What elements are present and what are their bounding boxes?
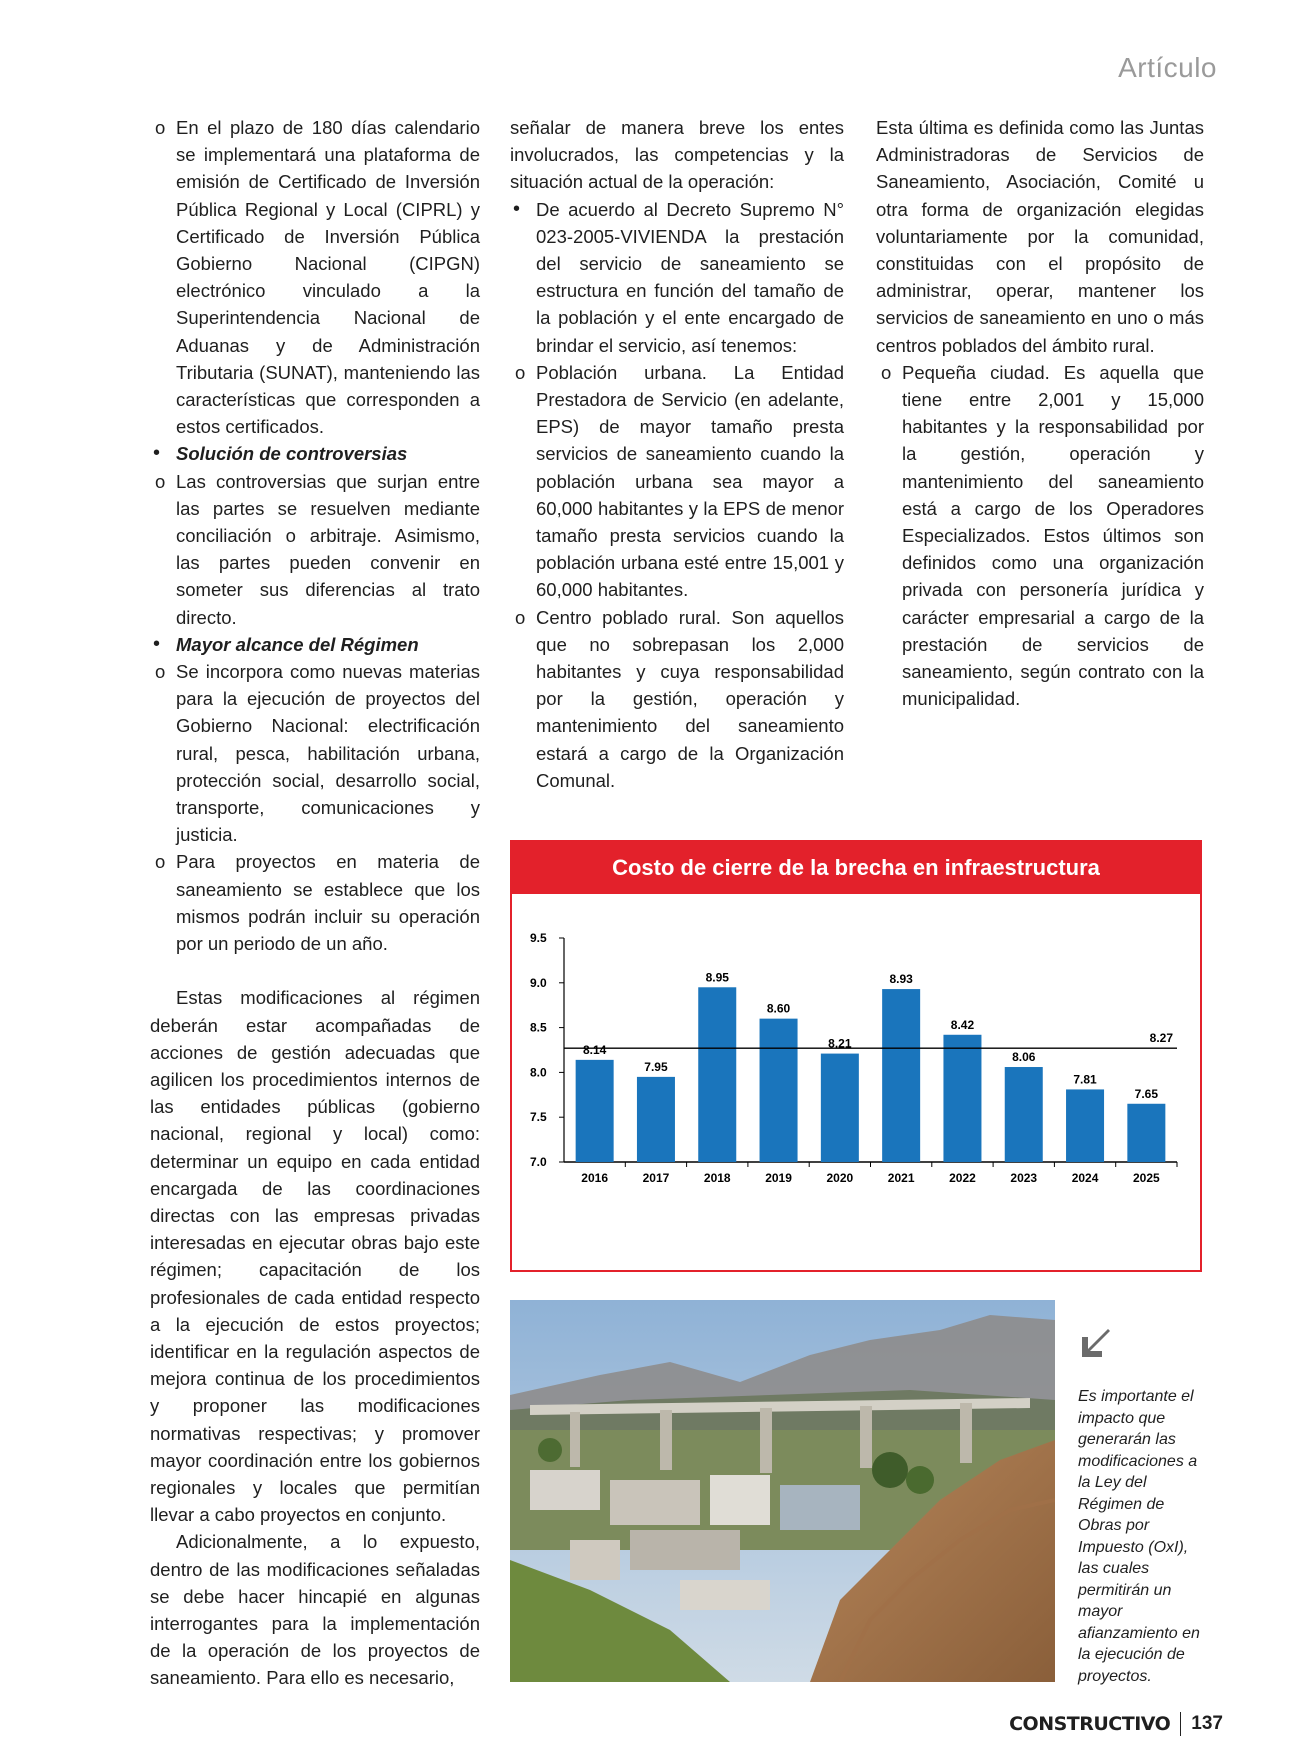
bar-value-label: 8.95 (705, 970, 729, 985)
bullet-title: Mayor alcance del Régimen (176, 633, 419, 655)
x-tick-label: 2021 (887, 1171, 915, 1185)
page-number: 137 (1191, 1713, 1223, 1734)
list-item-text: Población urbana. La Entidad Prestadora de Servicio (en adelante, EPS) de mayor tamaño presta servicios de saneamiento cuando la población urbana sea mayor a 60,000 habitantes y la EPS de menor tamaño presta servicios cuando la población urbana esté entre 15,001 y 60,000 habitantes. (536, 361, 844, 601)
arrow-down-left-icon (1078, 1325, 1114, 1361)
bar-chart (512, 894, 1200, 1270)
bar (1127, 1104, 1165, 1162)
bar (943, 1035, 981, 1162)
bar-value-label: 7.81 (1073, 1072, 1097, 1087)
x-tick-label: 2018 (703, 1171, 731, 1185)
list-item (876, 359, 1204, 713)
section-label: Artículo (1118, 52, 1217, 83)
bar (821, 1054, 859, 1162)
y-tick-label: 8.5 (530, 1020, 547, 1035)
x-tick-label: 2017 (642, 1171, 670, 1185)
chart-title: Costo de cierre de la brecha en infraestructura (512, 842, 1200, 894)
list-item-text: Centro poblado rural. Son aquellos que no sobrepasan los 2,000 habitantes y cuya responsabilidad por la gestión, operación y mantenimiento del saneamiento estará a cargo de la Organización Comunal. (536, 606, 844, 791)
x-tick-label: 2016 (581, 1171, 609, 1185)
bar (882, 989, 920, 1162)
bar (698, 987, 736, 1162)
list-item (150, 114, 480, 440)
chart-box (510, 840, 1202, 1272)
x-tick-label: 2024 (1071, 1171, 1099, 1185)
photo-caption: Es importante el impacto que generarán las modificaciones a la Ley del Régimen de Obras por Impuesto (OxI), las cuales permitirán un mayor afianzamiento en la ejecución de proyectos. (1078, 1388, 1200, 1685)
page-footer (1009, 1712, 1223, 1736)
list-item (510, 604, 844, 794)
list-item-text: Para proyectos en materia de saneamiento se establece que los mismos podrán incluir su operación por un periodo de un año. (176, 851, 480, 955)
column-1 (150, 114, 480, 1692)
bar-value-label: 7.65 (1134, 1086, 1159, 1101)
list-item-text: En el plazo de 180 días calendario se implementará una plataforma de emisión de Certificado de Inversión Pública Regional y Local (CIPRL) y Certificado de Inversión Pública Gobierno Nacional (CIPGN) electrónico vinculado a la Superintendencia Nacional de Aduanas y de Administración Tributaria (SUNAT), manteniendo las características que corresponden a estos certificados. (176, 117, 480, 438)
list-item (150, 468, 480, 631)
x-tick-label: 2019 (765, 1171, 792, 1185)
reference-line-label: 8.27 (1149, 1031, 1173, 1046)
y-tick-label: 7.5 (530, 1110, 547, 1125)
column-2 (510, 114, 844, 794)
paragraph: señalar de manera breve los entes involucrados, las competencias y la situación actual de la operación: (510, 117, 844, 193)
bullet-title: Solución de controversias (176, 443, 408, 465)
bar-value-label: 8.21 (828, 1036, 852, 1051)
y-tick-label: 9.5 (530, 931, 547, 945)
y-tick-label: 8.0 (530, 1065, 547, 1080)
x-tick-label: 2023 (1010, 1171, 1038, 1185)
bullet-item (510, 196, 844, 359)
bar-value-label: 7.95 (644, 1059, 668, 1074)
list-item (510, 359, 844, 604)
paragraph: Adicionalmente, a lo expuesto, dentro de las modificaciones señaladas se debe hacer hincapié en algunas interrogantes para la implementación de la operación de los proyectos de saneamiento. Para ello es necesario, (150, 1531, 480, 1689)
bar (637, 1077, 675, 1162)
bullet-heading (150, 631, 480, 658)
list-item-text: Pequeña ciudad. Es aquella que tiene entre 2,001 y 15,000 habitantes y la responsabilidad por la gestión, operación y mantenimiento del saneamiento está a cargo de los Operadores Especializados. Estos últimos son definidos como una organización privada con personería jurídica y carácter empresarial a cargo de la prestación de servicios de saneamiento, según contrato con la municipalidad. (902, 361, 1204, 710)
y-tick-label: 7.0 (530, 1155, 547, 1169)
bar-value-label: 8.42 (950, 1017, 975, 1032)
list-item-text: Se incorpora como nuevas materias para la ejecución de proyectos del Gobierno Nacional: electrificación rural, pesca, habilitación urbana, protección social, desarrollo social, transporte, comunicaciones y justicia. (176, 661, 480, 846)
bar-value-label: 8.60 (766, 1001, 791, 1016)
bar-value-label: 8.06 (1012, 1050, 1036, 1065)
bar (1005, 1067, 1043, 1162)
bar (760, 1019, 798, 1162)
x-tick-label: 2025 (1132, 1171, 1160, 1185)
paragraph: Esta última es definida como las Juntas Administradoras de Servicios de Saneamiento, Asociación, Comité u otra forma de organización elegidas voluntariamente por la comunidad, constituidas con el propósito de administrar, operar, mantener los servicios de saneamiento en uno o más centros poblados del ámbito rural. (876, 117, 1204, 356)
list-item (150, 848, 480, 957)
paragraph: Estas modificaciones al régimen deberán estar acompañadas de acciones de gestión adecuadas que agilicen los procedimientos internos de las entidades públicas (gobierno nacional, regional y local) como: determinar un equipo en cada entidad encargada de las coordinaciones directas con las empresas privadas interesadas en ejecutar obras bajo este régimen; capacitación de los profesionales de cada entidad respecto a la ejecución de estos proyectos; identificar en la regulación aspectos de mejora continua de los procedimientos y proponer las modificaciones normativas respectivas; y promover mayor coordinación entre los gobiernos regionales y locales que permitían llevar a cabo proyectos en conjunto. (150, 987, 480, 1526)
magazine-brand: CONSTRUCTIVO (1009, 1713, 1171, 1735)
bar-value-label: 8.14 (582, 1042, 607, 1057)
x-tick-label: 2020 (826, 1171, 854, 1185)
x-tick-label: 2022 (949, 1171, 976, 1185)
caption-area (1078, 1325, 1208, 1687)
bar (1066, 1089, 1104, 1162)
bar-value-label: 8.93 (889, 972, 913, 987)
y-tick-label: 9.0 (530, 975, 547, 990)
bullet-heading (150, 440, 480, 467)
bullet-text: De acuerdo al Decreto Supremo N° 023-2005-VIVIENDA la prestación del servicio de saneamiento se estructura en función del tamaño de la población y el ente encargado de brindar el servicio, así tenemos: (536, 198, 844, 356)
bar (576, 1060, 614, 1162)
photo-bridge-city (510, 1300, 1055, 1682)
list-item (150, 658, 480, 848)
column-3 (876, 114, 1204, 712)
divider (1180, 1712, 1181, 1736)
list-item-text: Las controversias que surjan entre las partes se resuelven mediante conciliación o arbitraje. Asimismo, las partes pueden convenir en someter sus diferencias al trato directo. (176, 470, 480, 628)
